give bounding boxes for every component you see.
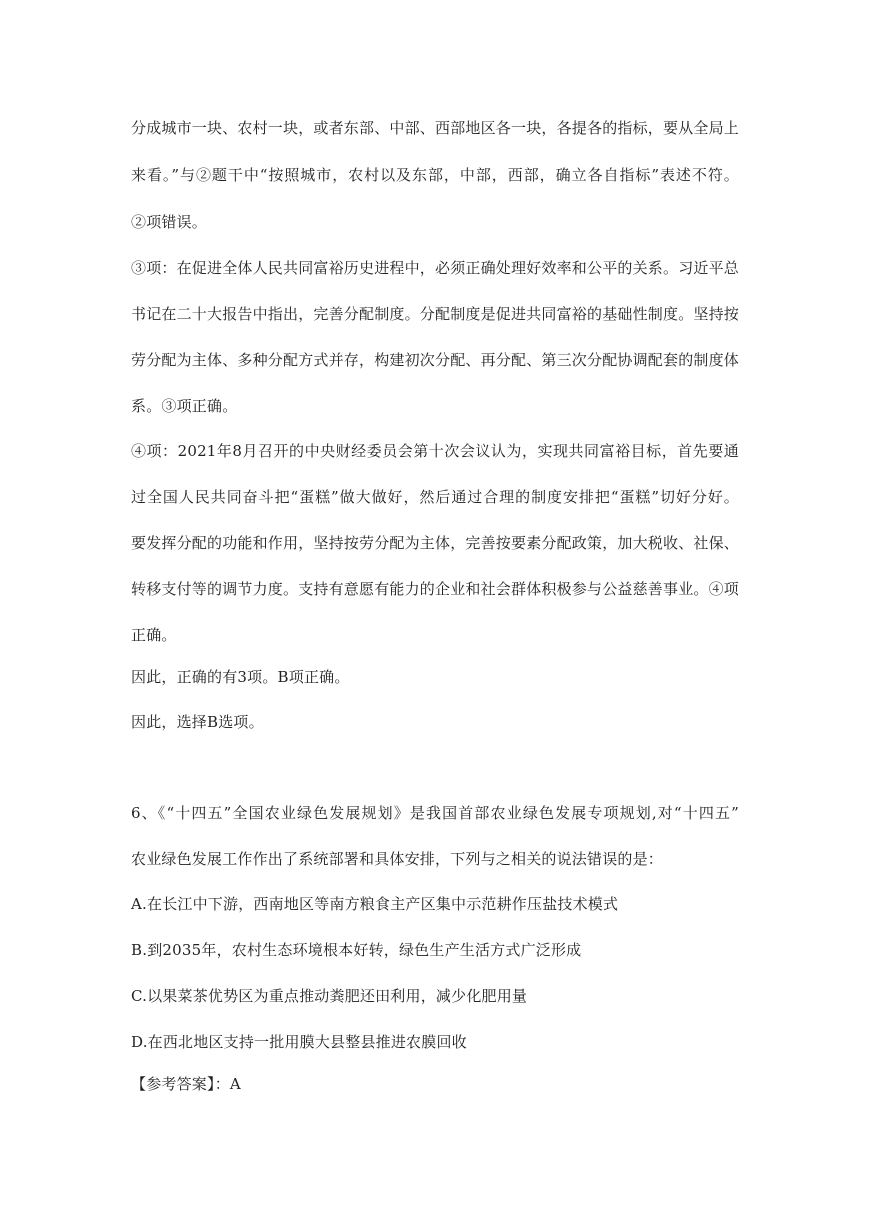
question-stem: 农业绿色发展工作作出了系统部署和具体安排，下列与之相关的说法错误的是：: [131, 850, 664, 868]
answer-key: 【参考答案】：A: [131, 1075, 241, 1093]
explanation-line: 转移支付等的调节力度。支持有意愿有能力的企业和社会群体积极参与公益慈善事业。④项: [131, 580, 740, 598]
option-c: C.以果菜茶优势区为重点推动粪肥还田利用，减少化肥用量: [131, 987, 528, 1005]
option-a: A.在长江中下游，西南地区等南方粮食主产区集中示范耕作压盐技术模式: [131, 895, 619, 913]
explanation-line: ③项：在促进全体人民共同富裕历史进程中，必须正确处理好效率和公平的关系。习近平总: [131, 259, 740, 277]
explanation-line: 因此，选择B选项。: [131, 713, 264, 731]
explanation-line: 要发挥分配的功能和作用，坚持按劳分配为主体，完善按要素分配政策，加大税收、社保、: [131, 534, 740, 552]
explanation-line: ④项：2021年8月召开的中央财经委员会第十次会议认为，实现共同富裕目标，首先要通: [131, 442, 739, 460]
explanation-line: 劳分配为主体、多种分配方式并存，构建初次分配、再分配、第三次分配协调配套的制度体: [131, 351, 740, 369]
explanation-line: 来看。”与②题干中“按照城市，农村以及东部，中部，西部，确立各自指标”表述不符。: [131, 166, 739, 184]
explanation-line: 因此，正确的有3项。B项正确。: [131, 668, 350, 686]
explanation-line: ②项错误。: [131, 213, 208, 231]
explanation-line: 分成城市一块、农村一块，或者东部、中部、西部地区各一块，各提各的指标，要从全局上: [131, 119, 740, 137]
question-stem: 6、《“十四五”全国农业绿色发展规划》是我国首部农业绿色发展专项规划,对“十四五”: [131, 804, 739, 822]
explanation-line: 系。③项正确。: [131, 397, 238, 415]
explanation-line: 书记在二十大报告中指出，完善分配制度。分配制度是促进共同富裕的基础性制度。坚持按: [131, 305, 740, 323]
option-b: B.到2035年，农村生态环境根本好转，绿色生产生活方式广泛形成: [131, 941, 582, 959]
explanation-line: 过全国人民共同奋斗把“蛋糕”做大做好，然后通过合理的制度安排把“蛋糕”切好分好。: [131, 488, 739, 506]
option-d: D.在西北地区支持一批用膜大县整县推进农膜回收: [131, 1033, 467, 1051]
explanation-line: 正确。: [131, 626, 177, 644]
